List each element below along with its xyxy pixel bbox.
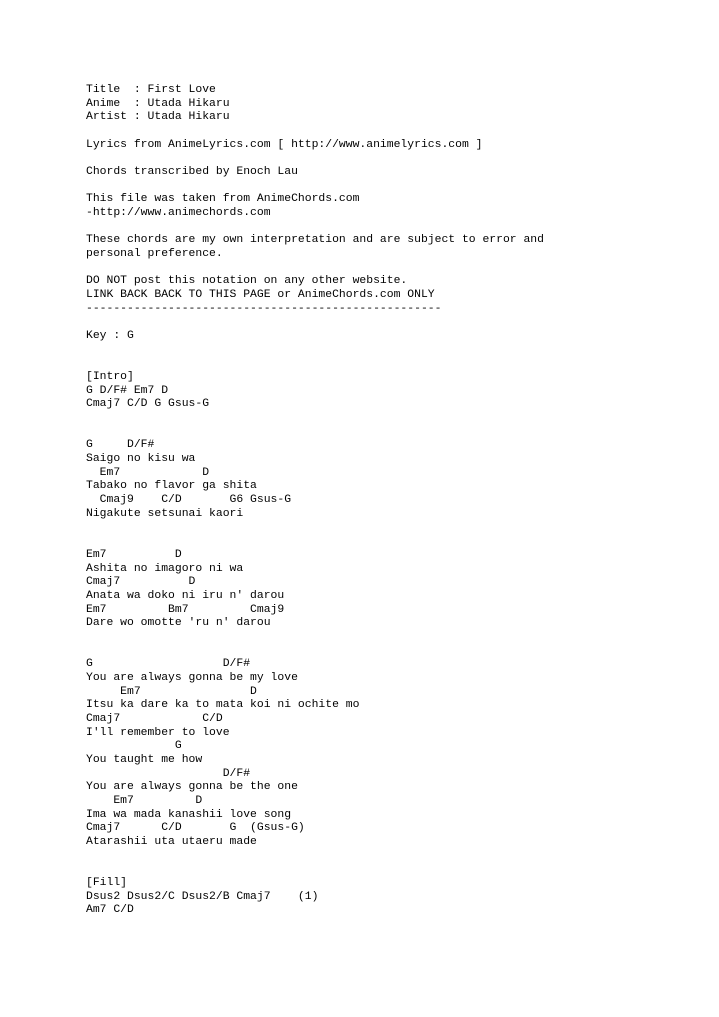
text-line <box>86 221 544 235</box>
text-line <box>86 850 544 864</box>
text-line <box>86 426 544 440</box>
text-line: [Fill] <box>86 876 128 889</box>
text-line: Cmaj7 C/D G (Gsus-G) <box>86 822 305 835</box>
text-line: Ashita no imagoro ni wa <box>86 562 244 575</box>
text-line <box>86 125 544 139</box>
text-line: D/F# <box>86 767 251 780</box>
text-line: Itsu ka dare ka to mata koi ni ochite mo <box>86 699 360 712</box>
text-line: Chords transcribed by Enoch Lau <box>86 166 298 179</box>
text-line <box>86 316 544 330</box>
text-line: Am7 C/D <box>86 904 134 917</box>
text-line: G D/F# Em7 D <box>86 384 169 397</box>
text-line <box>86 357 544 371</box>
text-line: These chords are my own interpretation and are subject to error and <box>86 234 544 247</box>
text-line: You are always gonna be my love <box>86 671 298 684</box>
text-line: Dare wo omotte 'ru n' darou <box>86 617 271 630</box>
text-line <box>86 645 544 659</box>
text-line: LINK BACK BACK TO THIS PAGE or AnimeChords.com ONLY <box>86 289 435 302</box>
text-line: Cmaj9 C/D G6 Gsus-G <box>86 494 292 507</box>
text-line <box>86 522 544 536</box>
text-line: DO NOT post this notation on any other website. <box>86 275 408 288</box>
text-line: Em7 D <box>86 685 257 698</box>
text-line: You are always gonna be the one <box>86 781 298 794</box>
text-line <box>86 180 544 194</box>
text-line: Em7 D <box>86 466 210 479</box>
text-line: G D/F# <box>86 439 155 452</box>
text-line: Title : First Love <box>86 84 216 96</box>
text-line: [Intro] <box>86 371 134 384</box>
text-line: I'll remember to love <box>86 726 230 739</box>
text-line: Artist : Utada Hikaru <box>86 111 230 124</box>
text-line: Ima wa mada kanashii love song <box>86 808 292 821</box>
text-line: Cmaj7 C/D G Gsus-G <box>86 398 210 411</box>
text-line <box>86 344 544 358</box>
lyrics-chord-sheet <box>86 84 544 918</box>
text-line: G <box>86 740 182 753</box>
text-line <box>86 631 544 645</box>
text-line <box>86 535 544 549</box>
text-line: Atarashii uta utaeru made <box>86 835 257 848</box>
text-line <box>86 152 544 166</box>
text-line: personal preference. <box>86 248 223 261</box>
text-line: -http://www.animechords.com <box>86 207 271 220</box>
text-line: Tabako no flavor ga shita <box>86 480 257 493</box>
text-line: Nigakute setsunai kaori <box>86 507 244 520</box>
text-line: G D/F# <box>86 658 251 671</box>
text-line: Em7 D <box>86 548 182 561</box>
text-line: ---------------------------------------------------- <box>86 302 442 315</box>
text-line: Saigo no kisu wa <box>86 453 196 466</box>
text-line: Cmaj7 C/D <box>86 712 223 725</box>
text-line: This file was taken from AnimeChords.com <box>86 193 360 206</box>
text-line: Anime : Utada Hikaru <box>86 97 230 110</box>
text-line: Lyrics from AnimeLyrics.com [ http://www.animelyrics.com ] <box>86 138 483 151</box>
text-line <box>86 412 544 426</box>
text-line: Anata wa doko ni iru n' darou <box>86 589 285 602</box>
text-line: Em7 Bm7 Cmaj9 <box>86 603 285 616</box>
text-line <box>86 863 544 877</box>
text-line: Em7 D <box>86 794 203 807</box>
text-line: Cmaj7 D <box>86 576 196 589</box>
text-line <box>86 262 544 276</box>
text-line: Dsus2 Dsus2/C Dsus2/B Cmaj7 (1) <box>86 890 319 903</box>
text-line: You taught me how <box>86 753 203 766</box>
text-line: Key : G <box>86 330 134 343</box>
